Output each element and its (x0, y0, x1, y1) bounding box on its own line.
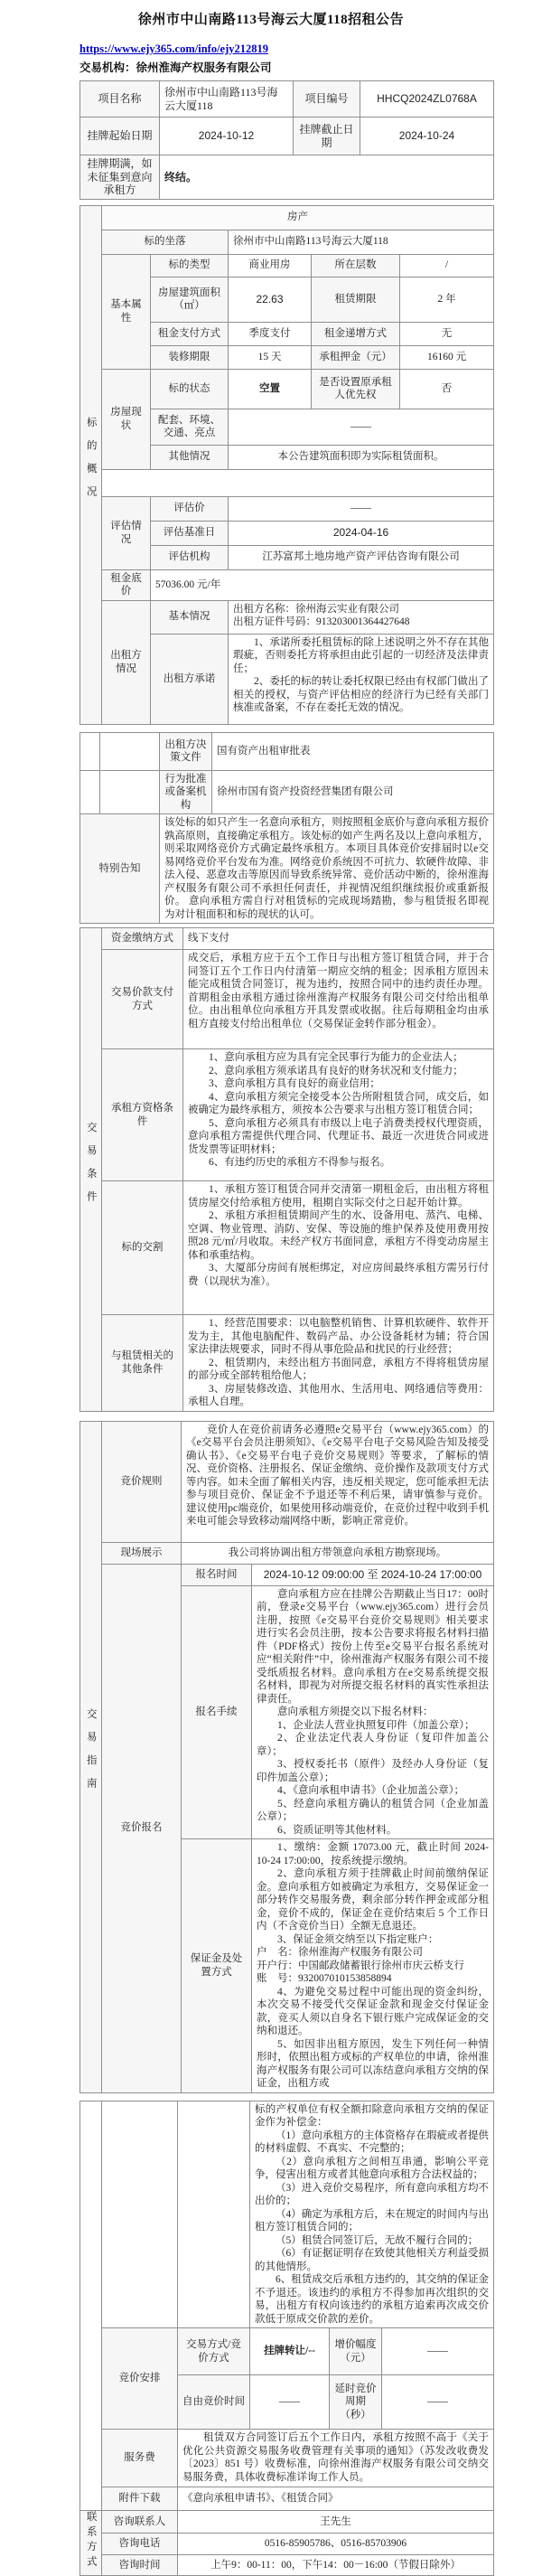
other-label: 其他情况 (151, 445, 229, 469)
expire-value: 终结。 (160, 155, 494, 200)
list-end-label: 挂牌截止日期 (294, 118, 360, 155)
other-value: 本公告建筑面积即为实际租赁面积。 (229, 445, 494, 469)
qualification-label: 承租方资格条件 (102, 1049, 183, 1181)
price-payment-label: 交易价款支付方式 (102, 950, 183, 1049)
conditions-table (79, 927, 494, 1412)
trade-mode-label: 交易方式/竞价方式 (178, 2328, 250, 2375)
deposit-label: 保证金及处置方式 (182, 1839, 252, 2093)
lessor-basic-value: 出租方名称：徐州海云实业有限公司 出租方证件号码：913203001364427648 (229, 600, 494, 634)
field-value: / (400, 254, 494, 277)
eval-group-label: 评估情况 (102, 496, 151, 569)
eval-org-label: 评估机构 (151, 545, 229, 569)
field-label: 所在层数 (312, 254, 400, 277)
page-title: 徐州市中山南路113号海云大厦118招租公告 (137, 13, 405, 27)
guide-cont-table (79, 2101, 494, 2576)
field-value: 商业用房 (229, 254, 312, 277)
guide-table (79, 1421, 494, 2093)
empty-cell (100, 732, 160, 770)
deposit-value: 1、缴纳：金额 17073.00 元，截止时间 2024-10-24 17:00:00，按系统提示缴纳。 2、意向承租方须于挂牌截止时间前缴纳保证金。意向承租方如被确定为承租方，交易保证金一部分转作交易服务费，剩余部分转作押金或部分租金，竞价不成的，保证金在竞价结束后 5 个工作日内（不含竞价当日）全额无息退还。 3、保证金须交纳至以下指定账户： 户 名：徐州淮海产权服务有限公司 开户行：中国邮政储蓄银行徐州市庆云桥支行 账 号：932007010153858894 4、为避免交易过程中可能出现的资金纠纷，本次交易不接受代交保证金款和现金交付保证金款，竞买人须以自身名下银行账户完成保证金的交纳和退还。 5、如因非出租方原因，发生下列任何一种情形时，依照出租方或标的产权单位的申请，徐州淮海产权服务有限公司可以冻结意向承租方交纳的保证金，出租方或 (252, 1839, 494, 2093)
asset-category-header: 房产 (102, 205, 494, 230)
empty-cell (102, 2101, 178, 2328)
field-value: 15 天 (229, 345, 312, 369)
section-contact: 联系方式 (80, 2511, 102, 2576)
section-guide: 交易指南 (80, 1421, 102, 2092)
field-label: 房屋建筑面积（㎡） (151, 277, 229, 322)
free-bid-time-label: 自由竞价时间 (178, 2375, 250, 2430)
list-end-value: 2024-10-24 (360, 118, 494, 155)
delivery-value: 1、承租方签订租赁合同并交清第一期租金后，由出租方将租赁房屋交付给承租方使用，租期自实际交付之日起开始计算。 2、承租方承担租赁期间产生的水、设备用电、蒸汽、电梯、空调、物业管理、消防、安保、等设施的维护保养及使用费用按照28 元/㎡/月收取。未经产权方书面同意，承租方不得变动房屋主体和承重结构。 3、大厦部分房间有展柜绑定，对应房间最终承租方需另行付费（以现状为准）。 (183, 1181, 494, 1315)
bidding-rules-value: 竞价人在竞价前请务必遵照e交易平台（www.ejy365.com）的《e交易平台会员注册须知》、《e交易平台电子交易风险告知及接受确认书》、《e交易平台电子竞价交易规则》等要求，了解标的情况、竞价资格、注册报名、保证金缴纳、竞价操作及款项支付方式等内容。如未全面了解相关内容，违反相关规定，您可能承担无法参与项目竞价、保证金不予退还等不利后果，请审慎参与竞价。 建议使用pc端竞价，如果使用移动端竞价，在竞价过程中收到手机来电可能会导致移动端网络中断，影响正常竞价。 (182, 1421, 494, 1542)
env-value: —— (229, 409, 494, 445)
lessor-promise-value: 1、承诺所委托租赁标的除上述说明之外不存在其他瑕疵，否则委托方将承担由此引起的一切经济及法律责任； 2、委托的标的转让委托权限已经由有权部门做出了相关的授权，与资产评估相应的经济行为已经有关部门核准或备案，不存在委托无效的情况。 (229, 634, 494, 724)
site-display-value: 我公司将协调出租方带领意向承租方勘察现场。 (182, 1542, 494, 1564)
agency-line: 交易机构：徐州淮海产权服务有限公司 (79, 61, 272, 74)
field-label: 装修期限 (151, 345, 229, 369)
eval-price-value: —— (229, 496, 494, 521)
free-bid-time-value: —— (250, 2375, 330, 2430)
signup-procedure-value: 意向承租方应在挂牌公告期截止当日17：00时前，登录e交易平台（www.ejy365.com）进行会员注册，按照《e交易平台竞价交易规则》相关要求进行实名会员注册，按本公告要求将报名材料扫描件（PDF格式）按份上传至e交易平台报名系统对应“相关附件”中，徐州淮海产权服务有限公司不接受纸质报名材料。意向承租方在e交易系统提交报名材料，即视为对所提交报名材料的真实性承担法律责任。 意向承租方须提交以下报名材料： 1、企业法人营业执照复印件（加盖公章）； 2、企业法定代表人身份证（复印件加盖公章）； 3、授权委托书（原件）及经办人身份证（复印件加盖公章）； 4、《意向承租申请书》（企业加盖公章）； 5、经意向承租方确认的租赁合同（企业加盖公章）； 6、资质证明等其他材料。 (252, 1585, 494, 1839)
basic-group-label: 基本属性 (102, 254, 151, 369)
floor-price-label: 租金底价 (102, 569, 151, 600)
location-label: 标的坐落 (102, 230, 229, 254)
lessor-promise-label: 出租方承诺 (151, 634, 229, 724)
project-no-value: HHCQ2024ZL0768A (360, 81, 494, 118)
contact-person-value: 王先生 (178, 2511, 494, 2534)
field-value: 2 年 (400, 277, 494, 322)
priority-label: 是否设置原承租人优先权 (312, 369, 400, 409)
eval-date-label: 评估基准日 (151, 521, 229, 545)
field-value: 16160 元 (400, 345, 494, 369)
empty-cell (100, 770, 160, 814)
empty-cell (80, 732, 100, 770)
lessor-basic-label: 基本情况 (151, 600, 229, 634)
section-conditions: 交易条件 (80, 928, 102, 1412)
project-name-value: 徐州市中山南路113号海云大厦118 (160, 81, 294, 118)
eval-date-value: 2024-04-16 (229, 521, 494, 545)
state-value: 空置 (229, 369, 312, 409)
signup-procedure-label: 报名手续 (182, 1585, 252, 1839)
delay-cycle-value: —— (382, 2375, 494, 2430)
delivery-label: 标的交割 (102, 1181, 183, 1315)
floor-price-value: 57036.00 元/年 (151, 569, 494, 600)
attachment-value: 《意向承租申请书》、《租赁合同》 (178, 2487, 494, 2511)
other-conditions-label: 与租赁相关的其他条件 (102, 1315, 183, 1412)
deposit-continued-value: 标的产权单位有权全额扣除意向承租方交纳的保证金作为补偿金： （1）意向承租方的主体资格存在瑕疵或者提供的材料虚假、不真实、不完整的； （2）意向承租方之间相互串通，影响公平竞争，侵害出租方或者其他意向承租方合法权益的； （3）进入竞价交易程序，所有意向承租方均不出价的； （4）确定为承租方后，未在规定的时间内与出租方签订租赁合同的； （5）租赁合同签订后，无故不履行合同的； （6）有证据证明存在致使其他相关方利益受损的其他情形。 6、租赁成交后承租方违约的，其交纳的保证金不予退还。该违约的承租方不得参加再次组织的交易，出租方有权向该违约的承租方追索再次成交价款低于原成交价款的差价。 (250, 2101, 494, 2328)
project-no-label: 项目编号 (294, 81, 360, 118)
signup-time-value: 2024-10-12 09:00:00 至 2024-10-24 17:00:00 (252, 1564, 494, 1585)
field-value: 季度支付 (229, 322, 312, 345)
bidding-rules-label: 竞价规则 (102, 1421, 182, 1542)
empty-row (102, 469, 494, 496)
priority-value: 否 (400, 369, 494, 409)
delay-cycle-label: 延时竞价周期（秒） (330, 2375, 382, 2430)
signup-group-label: 竞价报名 (102, 1564, 182, 2092)
price-payment-value: 成交后，承租方应于五个工作日与出租方签订租赁合同，并于合同签订五个工作日内付清第一期应交纳的租金；因承租方原因未能完成租赁合同签订，视为违约，按照合同中的违约责任办理。首期租金由承租方通过徐州淮海产权服务有限公司交付给出租单位。由出租单位向承租方开具发票或收据。往后每期租金均由承租方直接支付给出租单位（交易保证金转作部分租金）。 (183, 950, 494, 1049)
contact-hours-label: 咨询时间 (102, 2555, 178, 2576)
list-start-label: 挂牌起始日期 (80, 118, 160, 155)
field-label: 租赁期限 (312, 277, 400, 322)
section-overview: 标的概况 (80, 205, 102, 724)
increment-value: —— (382, 2328, 494, 2375)
eval-price-label: 评估价 (151, 496, 229, 521)
project-name-label: 项目名称 (80, 81, 160, 118)
field-label: 标的类型 (151, 254, 229, 277)
source-url-link[interactable]: https://www.ejy365.com/info/ejy212819 (79, 42, 269, 55)
location-value: 徐州市中山南路113号海云大厦118 (229, 230, 494, 254)
status-group-label: 房屋现状 (102, 369, 151, 469)
env-label: 配套、环境、交通、亮点 (151, 409, 229, 445)
decision-value: 国有资产出租审批表 (212, 732, 494, 770)
empty-cell (178, 2101, 250, 2328)
field-label: 租金递增方式 (312, 322, 400, 345)
contact-phone-label: 咨询电话 (102, 2533, 178, 2555)
service-fee-value: 租赁双方合同签订后五个工作日内，承租方按照不高于《关于优化公共资源交易服务收费管理有关事项的通知》（苏发改收费发〔2023〕851 号）收费标准，向徐州淮海产权服务有限公司交纳交易服务费，具体收费标准详询工作人员。 (178, 2430, 494, 2487)
approval-table (79, 732, 494, 925)
field-value: 22.63 (229, 277, 312, 322)
empty-cell (80, 770, 100, 814)
contact-phone-value: 0516-85905786、0516-85703906 (178, 2533, 494, 2555)
service-fee-label: 服务费 (102, 2430, 178, 2487)
decision-label: 出租方决策文件 (160, 732, 212, 770)
empty-cell (80, 2101, 102, 2511)
contact-hours-value: 上午9：00-11：00，下午14：00－16:00（节假日除外） (178, 2555, 494, 2576)
field-label: 租金支付方式 (151, 322, 229, 345)
arrange-group-label: 竞价安排 (102, 2328, 178, 2430)
contact-person-label: 咨询联系人 (102, 2511, 178, 2534)
notice-value: 该处标的如只产生一名意向承租方，则按照租金底价与意向承租方报价孰高原则，直接确定承租方。该处标的如产生两名及以上意向承租方，则采取网络竞价方式确定最终承租方。本项目具体竞价安排届时以e交易网络竞价平台发布为准。网络竞价系统因不可抗力、软硬件故障、非法入侵、恶意攻击等原因而导致系统异常、竞价活动中断的，徐州淮海产权服务有限公司不承担任何责任，并视情况组织继续报价或重新报价。 意向承租方需自行对租赁标的完成现场踏勘，参与租赁报名即视为对计租面积和标的现状的认可。 (160, 814, 494, 924)
field-label: 承租押金（元） (312, 345, 400, 369)
lessor-group-label: 出租方情况 (102, 600, 151, 724)
trade-mode-value: 挂牌转让/-- (250, 2328, 330, 2375)
project-info-table (79, 80, 494, 200)
state-label: 标的状态 (151, 369, 229, 409)
signup-time-label: 报名时间 (182, 1564, 252, 1585)
payment-method-label: 资金缴纳方式 (102, 928, 183, 950)
other-conditions-value: 1、经营范围要求：以电脑整机销售、计算机软硬件、软件开发为主，其他电脑配件、数码产品、办公设备耗材为辅；符合国家法律法规要求，同时不得从事危险品和扰民的行业经营； 2、租赁期内，未经出租方书面同意，承租方不得将租赁房屋的部分或全部转租给他人； 3、房屋装修改造、其他用水、生活用电、网络通信等费用：承租人自理。 (183, 1315, 494, 1412)
notice-label: 特别告知 (80, 814, 160, 924)
authority-value: 徐州市国有资产投资经营集团有限公司 (212, 770, 494, 814)
expire-label: 挂牌期满，如未征集到意向承租方 (80, 155, 160, 200)
eval-org-value: 江苏富邦土地房地产资产评估咨询有限公司 (229, 545, 494, 569)
payment-method-value: 线下支付 (183, 928, 494, 950)
field-value: 无 (400, 322, 494, 345)
qualification-value: 1、意向承租方应为具有完全民事行为能力的企业法人； 2、意向承租方须承诺具有良好的财务状况和支付能力； 3、意向承租方具有良好的商业信用； 4、意向承租方须完全接受本公告所附租赁合同，成交后，如被确定为最终承租方，须按本公告要求与出租方签订租赁合同； 5、意向承租方必须具有市级以上电子消费类授权代理资质，意向承租方需提供代理合同、代理证书、最近一次进货合同或进货发票等证明材料； 6、有违约历史的承租方不得参与报名。 (183, 1049, 494, 1181)
attachment-label: 附件下载 (102, 2487, 178, 2511)
authority-label: 行为批准或备案机构 (160, 770, 212, 814)
increment-label: 增价幅度（元） (330, 2328, 382, 2375)
site-display-label: 现场展示 (102, 1542, 182, 1564)
list-start-value: 2024-10-12 (160, 118, 294, 155)
overview-table (79, 205, 494, 725)
